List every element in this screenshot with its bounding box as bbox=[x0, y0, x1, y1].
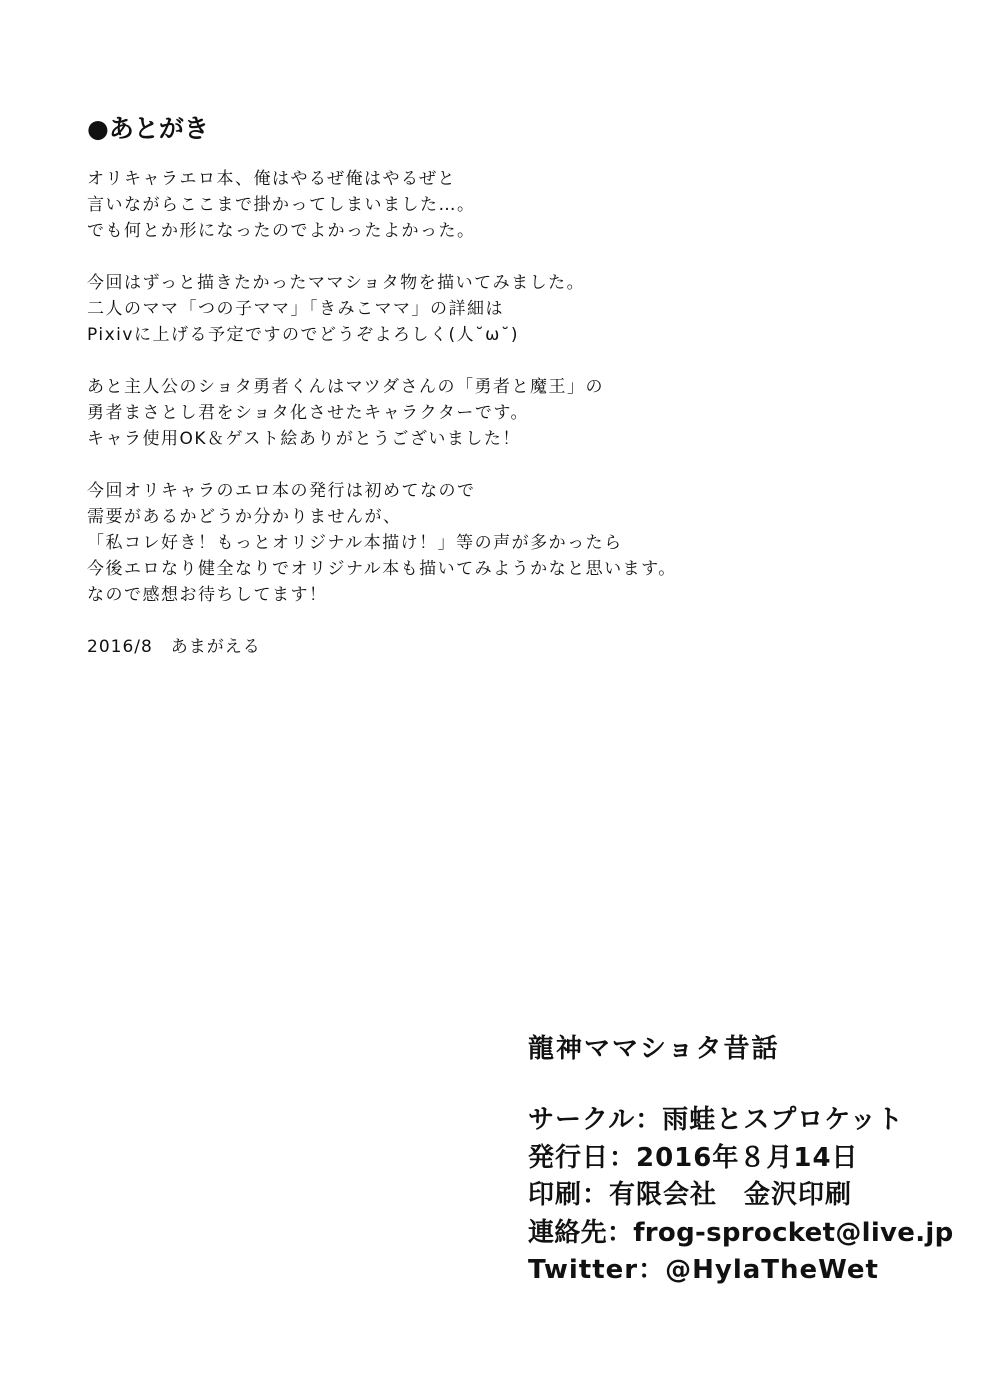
afterword-line: 今回はずっと描きたかったママショタ物を描いてみました。 bbox=[87, 273, 586, 293]
twitter-handle: Twitter：@HylaTheWet bbox=[528, 1255, 879, 1285]
afterword-paragraph bbox=[87, 478, 967, 608]
afterword-line: 今後エロなり健全なりでオリジナル本も描いてみようかなと思います。 bbox=[87, 559, 677, 579]
afterword-signature: 2016/8 あまがえる bbox=[87, 637, 261, 657]
afterword-line: 言いながらここまで掛かってしまいました…。 bbox=[87, 195, 476, 215]
afterword-line: 勇者まさとし君をショタ化させたキャラクターです。 bbox=[87, 403, 529, 423]
afterword-line: Pixivに上げる予定ですのでどうぞよろしく(人˘ω˘) bbox=[87, 325, 519, 345]
afterword-line: 需要があるかどうか分かりませんが、 bbox=[87, 507, 402, 527]
afterword-section bbox=[87, 112, 967, 660]
afterword-line: あと主人公のショタ勇者くんはマツダさんの「勇者と魔王」の bbox=[87, 377, 604, 397]
afterword-line: 「私コレ好き！もっとオリジナル本描け！」等の声が多かったら bbox=[87, 533, 623, 553]
afterword-line: でも何とか形になったのでよかったよかった。 bbox=[87, 221, 476, 241]
afterword-paragraph bbox=[87, 374, 967, 452]
circle-name: サークル：雨蛙とスプロケット bbox=[528, 1105, 904, 1135]
afterword-line: 二人のママ「つの子ママ」「きみこママ」の詳細は bbox=[87, 299, 504, 319]
issue-date: 発行日：2016年８月14日 bbox=[528, 1142, 859, 1173]
afterword-line: なので感想お待ちしてます！ bbox=[87, 585, 328, 605]
printer-name: 印刷：有限会社 金沢印刷 bbox=[528, 1180, 853, 1210]
afterword-paragraph bbox=[87, 270, 967, 348]
book-title: 龍神ママショタ昔話 bbox=[528, 1034, 780, 1064]
afterword-line: オリキャラエロ本、俺はやるぜ俺はやるぜと bbox=[87, 169, 456, 189]
afterword-line: キャラ使用OK＆ゲスト絵ありがとうございました！ bbox=[87, 429, 521, 449]
afterword-paragraph bbox=[87, 166, 967, 244]
contact-email: 連絡先：frog-sprocket@live.jp bbox=[528, 1217, 954, 1248]
afterword-line: 今回オリキャラのエロ本の発行は初めてなので bbox=[87, 481, 476, 501]
afterword-heading: ●あとがき bbox=[87, 114, 209, 143]
colophon bbox=[528, 1030, 968, 1290]
